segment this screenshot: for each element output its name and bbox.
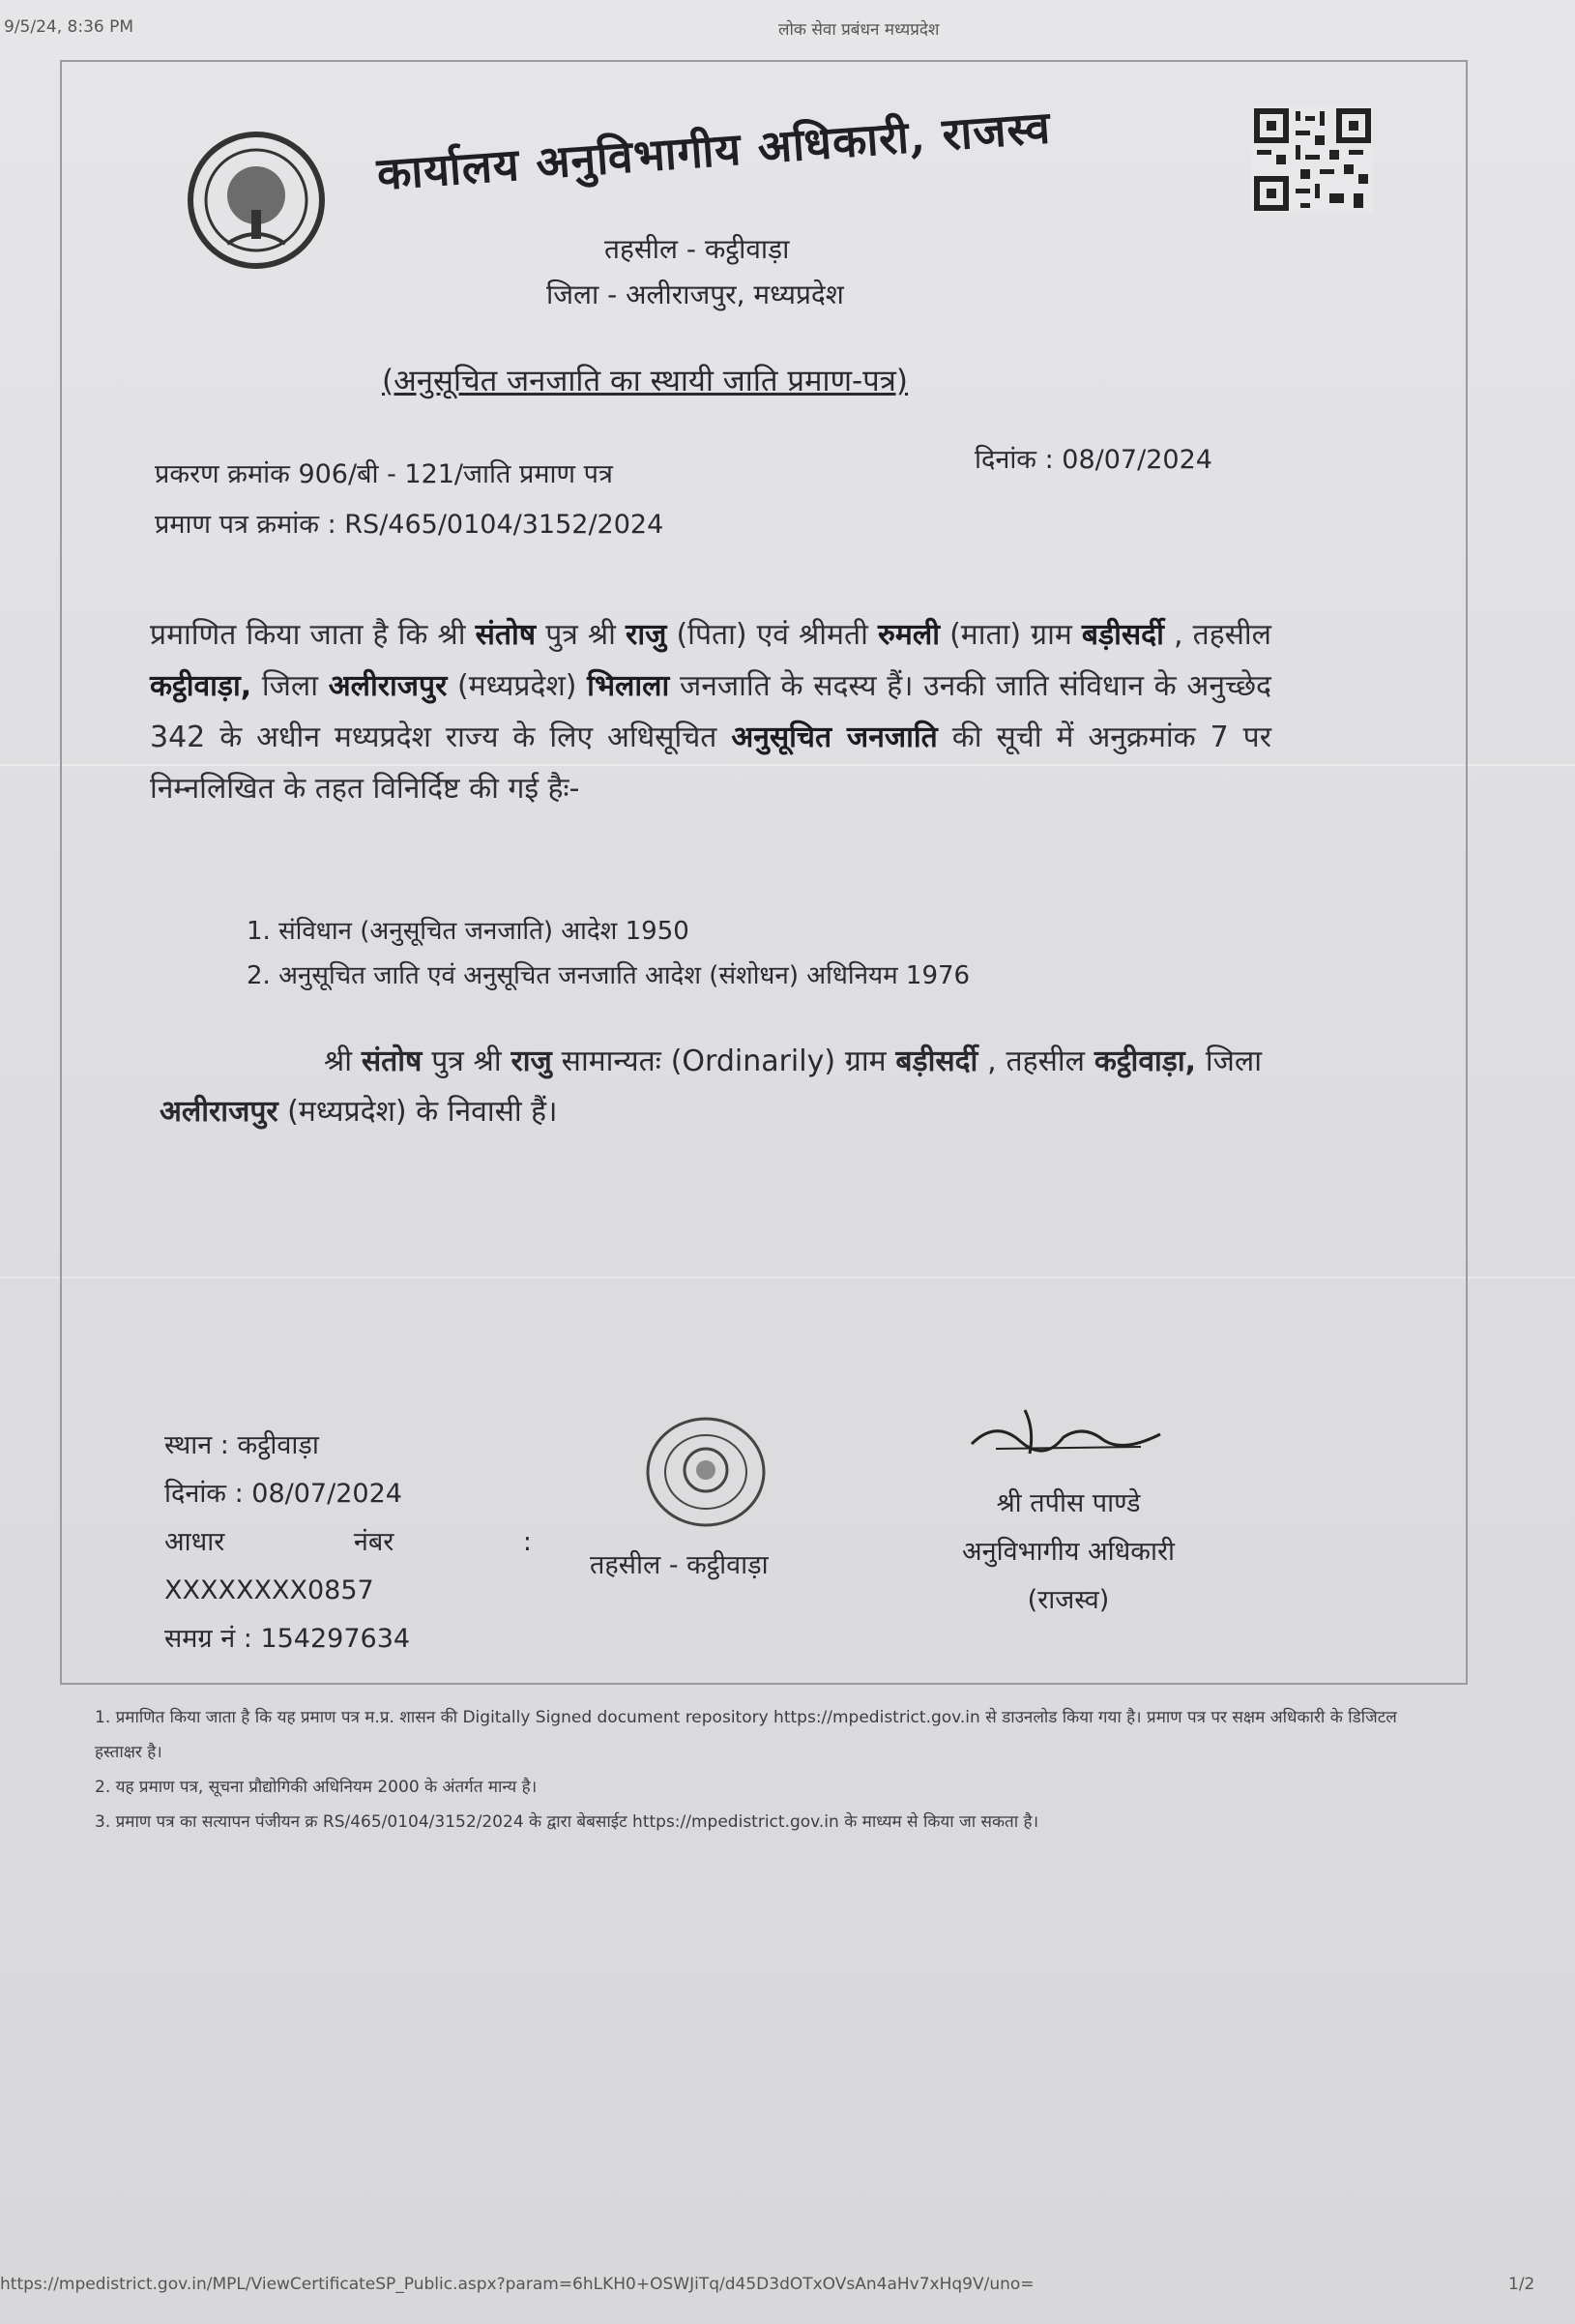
aadhaar-label-row: आधार नंबर :: [164, 1527, 532, 1557]
footnote-item: 3. प्रमाण पत्र का सत्यापन पंजीयन क्र RS/465/0104/3152/2024 के द्वारा बेबसाईट https://mpedistrict.gov.in के माध्यम से किया जा सकता है।: [95, 1812, 1039, 1832]
samagra-number: समग्र नं : 154297634: [164, 1624, 411, 1654]
officer-name: श्री तपीस पाण्डे: [996, 1488, 1141, 1518]
village-name: बड़ीसर्दी: [1081, 618, 1164, 652]
category-name: अनुसूचित जनजाति: [731, 721, 938, 754]
officer-department: (राजस्व): [1027, 1585, 1110, 1615]
tehsil-name: कट्ठीवाड़ा,: [150, 669, 252, 703]
signing-officer: [938, 1480, 1199, 1625]
page-number: 1/2: [1508, 2275, 1535, 2294]
print-timestamp: 9/5/24, 8:36 PM: [4, 17, 134, 37]
footnotes: [95, 1700, 1448, 1839]
list-item: 1. संविधान (अनुसूचित जनजाति) आदेश 1950: [247, 917, 689, 946]
aadhaar-number: XXXXXXXX0857: [164, 1575, 374, 1605]
certification-paragraph: प्रमाणित किया जाता है कि श्री संतोष पुत्र श्री राजु (पिता) एवं श्रीमती रुमली (माता) ग्राम बड़ीसर्दी , तहसील कट्ठीवाड़ा, जिला अलीराजपुर (मध्यप्रदेश) भिलाला जनजाति के सदस्य हैं। उनकी जाति संविधान के अनुच्छेद 342 के अधीन मध्यप्रदेश राज्य के लिए अधिसूचित अनुसूचित जनजाति की सूची में अनुक्रमांक 7 पर निम्नलिखित के तहत विनिर्दिष्ट की गई हैः-: [150, 618, 1272, 806]
mp-government-emblem-icon: [184, 128, 329, 273]
issue-info: [164, 1422, 532, 1663]
tehsil-seal-icon: [643, 1414, 769, 1530]
qr-code-icon: [1252, 106, 1373, 213]
issue-date: दिनांक : 08/07/2024: [164, 1479, 402, 1509]
footnote-item: 2. यह प्रमाण पत्र, सूचना प्रौद्योगिकी अधिनियम 2000 के अंतर्गत मान्य है।: [95, 1778, 538, 1797]
print-url: https://mpedistrict.gov.in/MPL/ViewCertificateSP_Public.aspx?param=6hLKH0+OSWJiTq/d45D3dOTxOVsAn4aHv7xHq9V/uno=: [0, 2275, 1035, 2294]
case-number: प्रकरण क्रमांक 906/बी - 121/जाति प्रमाण पत्र: [155, 459, 613, 489]
officer-designation: अनुविभागीय अधिकारी: [961, 1537, 1176, 1567]
certificate-number: प्रमाण पत्र क्रमांक : RS/465/0104/3152/2024: [155, 510, 664, 540]
issue-place: स्थान : कट्ठीवाड़ा: [164, 1430, 319, 1460]
tribe-name: भिलाला: [587, 669, 670, 703]
office-district: जिला - अलीराजपुर, मध्यप्रदेश: [546, 279, 844, 310]
print-site-title: लोक सेवा प्रबंधन मध्यप्रदेश: [778, 20, 940, 40]
office-tehsil: तहसील - कट्ठीवाड़ा: [604, 233, 790, 265]
seal-label: तहसील - कट्ठीवाड़ा: [590, 1550, 769, 1580]
father-name: राजु: [626, 618, 667, 652]
certificate-type: (अनुसूचित जनजाति का स्थायी जाति प्रमाण-पत्र): [382, 364, 909, 398]
district-name: अलीराजपुर: [328, 669, 448, 703]
holder-name: संतोष: [475, 618, 537, 652]
orders-list: [247, 909, 970, 998]
certificate-date: दिनांक : 08/07/2024: [975, 445, 1212, 475]
footnote-item: 1. प्रमाणित किया जाता है कि यह प्रमाण पत्र म.प्र. शासन की Digitally Signed document repository https://mpedistrict.gov.in से डाउनलोड किया गया है। प्रमाण पत्र पर सक्षम अधिकारी के डिजिटल हस्ताक्षर है।: [95, 1708, 1397, 1762]
list-item: 2. अनुसूचित जाति एवं अनुसूचित जनजाति आदेश (संशोधन) अधिनियम 1976: [247, 961, 971, 990]
officer-signature: [967, 1400, 1170, 1468]
office-title: कार्यालय अनुविभागीय अधिकारी, राजस्व: [375, 101, 1053, 200]
mother-name: रुमली: [877, 618, 940, 652]
residence-paragraph: श्री संतोष पुत्र श्री राजु सामान्यतः (Ordinarily) ग्राम बड़ीसर्दी , तहसील कट्ठीवाड़ा, जिला अलीराजपुर (मध्यप्रदेश) के निवासी हैं।: [160, 1044, 1262, 1129]
